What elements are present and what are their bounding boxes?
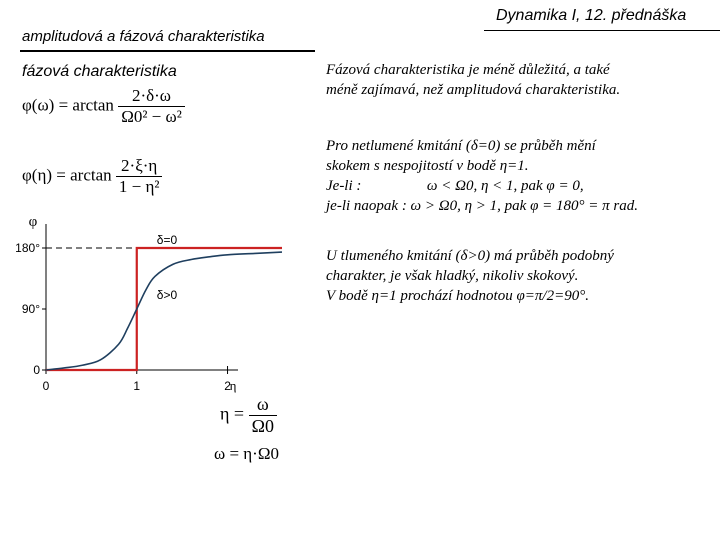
- text-line: skokem s nespojitostí v bodě η=1.: [326, 158, 529, 174]
- text-line: Fázová charakteristika je méně důležitá, a také: [326, 62, 610, 78]
- text-line: V bodě η=1 prochází hodnotou φ=π/2=90°.: [326, 288, 589, 304]
- y-tick-label: 180°: [15, 241, 40, 255]
- eta-fraction: [249, 394, 277, 437]
- lecture-title-underline: [484, 30, 720, 31]
- formula-lhs: φ(ω) = arctan: [22, 95, 114, 115]
- series-line-damped: [46, 252, 282, 370]
- header-underline: [20, 50, 315, 52]
- paragraph-undamped: [326, 136, 638, 216]
- annotation-undamped: δ=0: [156, 233, 178, 247]
- x-axis-label: η: [229, 378, 237, 393]
- x-tick-label: 1: [133, 379, 141, 393]
- text-fragment: ω < Ω0, η < 1, pak φ = 0,: [426, 178, 584, 194]
- lecture-title: Dynamika I, 12. přednáška: [496, 7, 687, 24]
- formula-lhs: φ(η) = arctan: [22, 165, 112, 185]
- formula-numerator: 2·ξ·η: [116, 156, 163, 177]
- annotation-damped: δ>0: [156, 288, 178, 302]
- phase-characteristic-chart: [0, 210, 300, 400]
- formula-numerator: 2·δ·ω: [118, 86, 185, 107]
- text-line: Pro netlumené kmitání (δ=0) se průběh mění: [326, 138, 596, 154]
- text-line: je-li naopak : ω > Ω0, η > 1, pak φ = 180° = π rad.: [326, 198, 638, 214]
- omega-relation: ω = η·Ω0: [214, 444, 279, 463]
- x-tick-label: 0: [42, 379, 50, 393]
- y-tick-label: 90°: [21, 302, 40, 316]
- phase-formula-omega: [22, 86, 185, 127]
- text-line: U tlumeného kmitání (δ>0) má průběh podobný: [326, 248, 614, 264]
- text-line: charakter, je však hladký, nikoliv skokový.: [326, 268, 579, 284]
- text-line: méně zajímavá, než amplitudová charakteristika.: [326, 82, 621, 98]
- phase-formula-eta: [22, 156, 162, 197]
- paragraph-intro: [326, 60, 620, 100]
- subsection-title: fázová charakteristika: [22, 63, 177, 80]
- eta-denominator: Ω0: [251, 416, 274, 436]
- series-line-undamped: [46, 248, 282, 370]
- text-line: [326, 176, 638, 196]
- formula-fraction: [118, 86, 185, 127]
- formula-denominator: 1 − η²: [118, 177, 160, 196]
- x-tick-label: 2: [224, 379, 231, 393]
- text-fragment: Je-li :: [326, 178, 362, 194]
- eta-definition: [220, 394, 277, 437]
- y-axis-label: φ: [28, 214, 38, 230]
- eta-lhs: η =: [220, 403, 245, 424]
- eta-numerator: ω: [249, 394, 277, 416]
- paragraph-damped: [326, 246, 614, 306]
- section-header-title: amplitudová a fázová charakteristika: [22, 28, 265, 45]
- formula-fraction: [116, 156, 163, 197]
- formula-denominator: Ω0² − ω²: [121, 107, 182, 126]
- y-tick-label: 0: [33, 363, 40, 377]
